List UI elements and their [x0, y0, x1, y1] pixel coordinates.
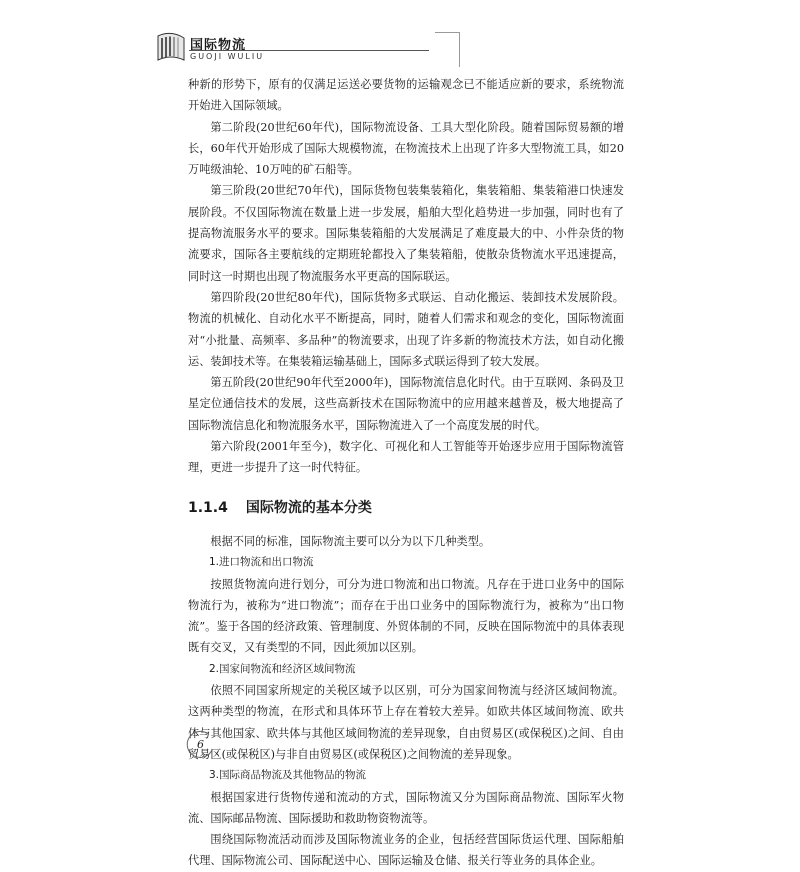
- header-corner-bracket: [435, 32, 460, 67]
- paragraph-stage-4: 第四阶段(20世纪80年代)，国际货物多式联运、自动化搬运、装卸技术发展阶段。物流的机械化、自动化水平不断提高，同时，随着人们需求和观念的变化，国际物流面对“小批量、高频率、多品种”的物流要求，出现了许多新的物流技术方法，如自动化搬运、装卸技术等。在集装箱运输基础上，国际多式联运得到了较大发展。: [188, 290, 624, 368]
- header-title: 国际物流: [190, 38, 247, 53]
- subsection-3-paragraph-1: 根据国家进行货物传递和流动的方式，国际物流又分为国际商品物流、国际军火物流、国际邮品物流、国际援助和救助物资物流等。: [188, 790, 624, 825]
- subsection-2-paragraph: 依照不同国家所规定的关税区域予以区别，可分为国家间物流与经济区域间物流。这两种类型的物流，在形式和具体环节上存在着较大差异。如欧共体区域间物流、欧共体与其他国家、欧共体与其他区域间物流的差异现象，自由贸易区(或保税区)之间、自由贸易区(或保税区)与非自由贸易区(或保税区)之间物流的差异现象。: [188, 684, 624, 761]
- subsection-heading-2: 2.国家间物流和经济区域间物流: [209, 662, 356, 675]
- paragraph-stage-6: 第六阶段(2001年至今)，数字化、可视化和人工智能等开始逐步应用于国际物流管理，更进一步提升了这一时代特征。: [188, 440, 624, 475]
- page-number: [186, 730, 216, 760]
- header-rule: [189, 50, 429, 51]
- page-number-text: 6: [197, 738, 204, 751]
- paragraph-stage-5: 第五阶段(20世纪90年代至2000年)，国际物流信息化时代。由于互联网、条码及卫星定位通信技术的发展，这些高新技术在国际物流中的应用越来越普及，极大地提高了国际物流信息化和物流服务水平，国际物流进入了一个高度发展的时代。: [188, 376, 624, 432]
- subsection-heading-1: 1.进口物流和出口物流: [209, 556, 314, 569]
- section-intro: 根据不同的标准，国际物流主要可以分为以下几种类型。: [210, 534, 491, 548]
- book-stripes-icon: [155, 32, 187, 62]
- running-header: [155, 24, 465, 74]
- section-number: 1.1.4: [188, 499, 228, 516]
- paragraph-continuation: 种新的形势下，原有的仅满足运送必要货物的运输观念已不能适应新的要求，系统物流开始进入国际领域。: [188, 78, 624, 113]
- page-body: [188, 74, 624, 872]
- subsection-heading-3: 3.国际商品物流及其他物品的物流: [209, 769, 367, 782]
- subsection-3-paragraph-2: 围绕国际物流活动而涉及国际物流业务的企业，包括经营国际货运代理、国际船舶代理、国际物流公司、国际配送中心、国际运输及仓储、报关行等业务的具体企业。: [188, 833, 624, 868]
- section-heading: [188, 498, 624, 519]
- subsection-1-paragraph: 按照货物流向进行划分，可分为进口物流和出口物流。凡存在于进口业务中的国际物流行为，被称为“进口物流”；而存在于出口业务中的国际物流行为，被称为“出口物流”。鉴于各国的经济政策、管理制度、外贸体制的不同，反映在国际物流中的具体表现既有交叉，又有类型的不同，因此须加以区别。: [188, 577, 624, 655]
- paragraph-stage-3: 第三阶段(20世纪70年代)，国际货物包装集装箱化，集装箱船、集装箱港口快速发展阶段。不仅国际物流在数量上进一步发展，船舶大型化趋势进一步加强，同时也有了提高物流服务水平的要求。国际集装箱船的大发展满足了难度最大的中、小件杂货的物流要求，国际各主要航线的定期班轮都投入了集装箱船，使散杂货物流水平迅速提高，同时这一时期也出现了物流服务水平更高的国际联运。: [188, 184, 624, 283]
- header-subtitle: GUOJI WULIU: [190, 52, 265, 61]
- section-title: 国际物流的基本分类: [245, 499, 372, 516]
- paragraph-stage-2: 第二阶段(20世纪60年代)，国际物流设备、工具大型化阶段。随着国际贸易额的增长，60年代开始形成了国际大规模物流，在物流技术上出现了许多大型物流工具，如20万吨级油轮、10万吨的矿石船等。: [188, 120, 624, 177]
